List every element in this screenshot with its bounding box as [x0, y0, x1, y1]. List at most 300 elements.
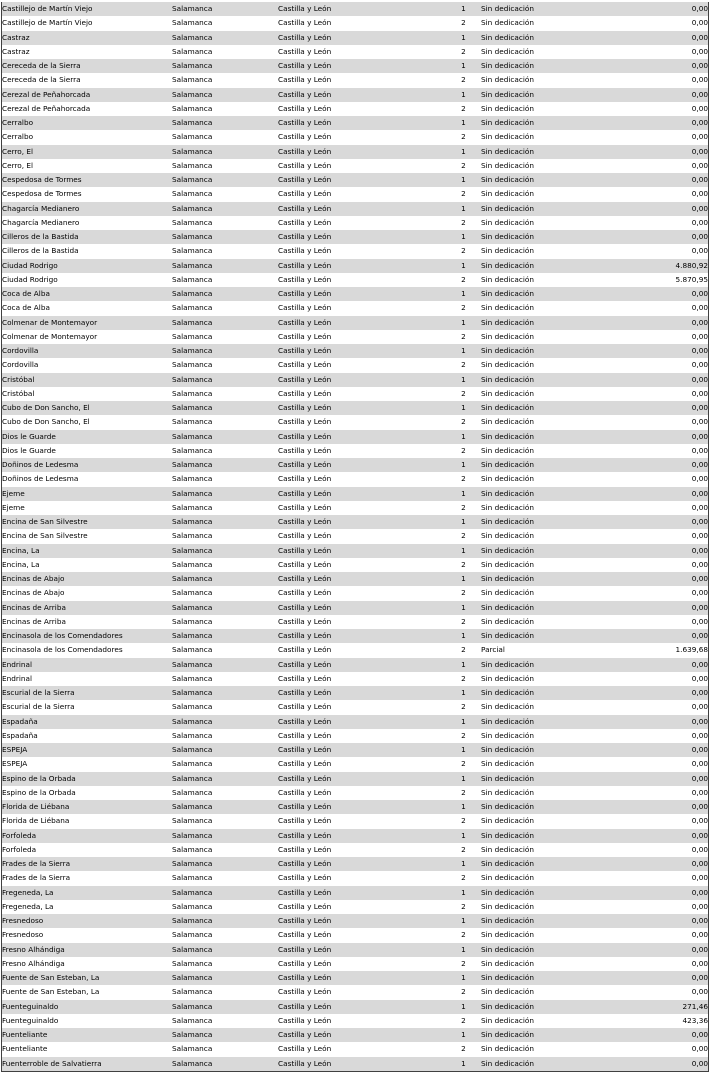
- table-row[interactable]: [2, 373, 709, 387]
- cell-dedicacion[interactable]: Sin dedicación: [481, 130, 631, 144]
- cell-provincia[interactable]: Salamanca: [172, 458, 278, 472]
- cell-provincia[interactable]: Salamanca: [172, 743, 278, 757]
- cell-provincia[interactable]: Salamanca: [172, 971, 278, 985]
- cell-municipio[interactable]: Fuenteguinaldo: [2, 1014, 173, 1028]
- cell-provincia[interactable]: Salamanca: [172, 16, 278, 30]
- table-row[interactable]: [2, 943, 709, 957]
- table-row[interactable]: [2, 586, 709, 600]
- cell-numero[interactable]: 2: [446, 672, 481, 686]
- cell-dedicacion[interactable]: Sin dedicación: [481, 957, 631, 971]
- cell-importe[interactable]: 0,00: [631, 244, 709, 258]
- cell-comunidad[interactable]: Castilla y León: [278, 202, 446, 216]
- cell-importe[interactable]: 0,00: [631, 772, 709, 786]
- cell-numero[interactable]: 2: [446, 786, 481, 800]
- cell-importe[interactable]: 0,00: [631, 957, 709, 971]
- cell-numero[interactable]: 1: [446, 230, 481, 244]
- table-row[interactable]: [2, 985, 709, 999]
- cell-dedicacion[interactable]: Sin dedicación: [481, 1000, 631, 1014]
- cell-dedicacion[interactable]: Sin dedicación: [481, 601, 631, 615]
- cell-comunidad[interactable]: Castilla y León: [278, 586, 446, 600]
- cell-comunidad[interactable]: Castilla y León: [278, 358, 446, 372]
- cell-municipio[interactable]: Forfoleda: [2, 843, 173, 857]
- cell-numero[interactable]: 1: [446, 886, 481, 900]
- cell-dedicacion[interactable]: Sin dedicación: [481, 672, 631, 686]
- table-row[interactable]: [2, 544, 709, 558]
- table-row[interactable]: [2, 501, 709, 515]
- cell-dedicacion[interactable]: Sin dedicación: [481, 259, 631, 273]
- cell-dedicacion[interactable]: Sin dedicación: [481, 230, 631, 244]
- cell-municipio[interactable]: Colmenar de Montemayor: [2, 330, 173, 344]
- cell-importe[interactable]: 0,00: [631, 814, 709, 828]
- table-row[interactable]: [2, 145, 709, 159]
- cell-dedicacion[interactable]: Sin dedicación: [481, 116, 631, 130]
- table-row[interactable]: [2, 73, 709, 87]
- cell-comunidad[interactable]: Castilla y León: [278, 472, 446, 486]
- cell-importe[interactable]: 0,00: [631, 31, 709, 45]
- cell-dedicacion[interactable]: Sin dedicación: [481, 59, 631, 73]
- cell-numero[interactable]: 1: [446, 401, 481, 415]
- cell-provincia[interactable]: Salamanca: [172, 601, 278, 615]
- cell-importe[interactable]: 0,00: [631, 544, 709, 558]
- table-row[interactable]: [2, 829, 709, 843]
- cell-comunidad[interactable]: Castilla y León: [278, 415, 446, 429]
- cell-provincia[interactable]: Salamanca: [172, 871, 278, 885]
- cell-provincia[interactable]: Salamanca: [172, 373, 278, 387]
- table-row[interactable]: [2, 273, 709, 287]
- table-row[interactable]: [2, 686, 709, 700]
- cell-comunidad[interactable]: Castilla y León: [278, 544, 446, 558]
- cell-comunidad[interactable]: Castilla y León: [278, 672, 446, 686]
- cell-comunidad[interactable]: Castilla y León: [278, 216, 446, 230]
- cell-municipio[interactable]: Cilleros de la Bastida: [2, 244, 173, 258]
- cell-provincia[interactable]: Salamanca: [172, 202, 278, 216]
- cell-numero[interactable]: 2: [446, 558, 481, 572]
- cell-dedicacion[interactable]: Sin dedicación: [481, 73, 631, 87]
- cell-municipio[interactable]: Fuenteliante: [2, 1042, 173, 1056]
- cell-comunidad[interactable]: Castilla y León: [278, 73, 446, 87]
- cell-municipio[interactable]: Coca de Alba: [2, 301, 173, 315]
- table-row[interactable]: [2, 31, 709, 45]
- cell-comunidad[interactable]: Castilla y León: [278, 116, 446, 130]
- cell-numero[interactable]: 2: [446, 16, 481, 30]
- table-row[interactable]: [2, 786, 709, 800]
- table-row[interactable]: [2, 316, 709, 330]
- cell-dedicacion[interactable]: Sin dedicación: [481, 458, 631, 472]
- table-row[interactable]: [2, 1042, 709, 1056]
- cell-provincia[interactable]: Salamanca: [172, 501, 278, 515]
- cell-importe[interactable]: 0,00: [631, 330, 709, 344]
- cell-dedicacion[interactable]: Sin dedicación: [481, 544, 631, 558]
- cell-municipio[interactable]: Castillejo de Martín Viejo: [2, 2, 173, 16]
- cell-dedicacion[interactable]: Sin dedicación: [481, 487, 631, 501]
- cell-dedicacion[interactable]: Sin dedicación: [481, 159, 631, 173]
- cell-dedicacion[interactable]: Sin dedicación: [481, 558, 631, 572]
- cell-comunidad[interactable]: Castilla y León: [278, 914, 446, 928]
- cell-provincia[interactable]: Salamanca: [172, 316, 278, 330]
- cell-dedicacion[interactable]: Sin dedicación: [481, 202, 631, 216]
- cell-provincia[interactable]: Salamanca: [172, 914, 278, 928]
- cell-provincia[interactable]: Salamanca: [172, 173, 278, 187]
- cell-municipio[interactable]: Cerezal de Peñahorcada: [2, 102, 173, 116]
- cell-importe[interactable]: 0,00: [631, 672, 709, 686]
- cell-numero[interactable]: 2: [446, 216, 481, 230]
- table-row[interactable]: [2, 45, 709, 59]
- cell-numero[interactable]: 1: [446, 202, 481, 216]
- cell-provincia[interactable]: Salamanca: [172, 415, 278, 429]
- cell-municipio[interactable]: Florida de Liébana: [2, 800, 173, 814]
- cell-municipio[interactable]: Ejeme: [2, 487, 173, 501]
- cell-numero[interactable]: 1: [446, 658, 481, 672]
- cell-municipio[interactable]: Escurial de la Sierra: [2, 700, 173, 714]
- cell-dedicacion[interactable]: Sin dedicación: [481, 216, 631, 230]
- cell-numero[interactable]: 2: [446, 985, 481, 999]
- cell-municipio[interactable]: Chagarcía Medianero: [2, 216, 173, 230]
- table-row[interactable]: [2, 344, 709, 358]
- cell-importe[interactable]: 0,00: [631, 515, 709, 529]
- cell-provincia[interactable]: Salamanca: [172, 273, 278, 287]
- cell-municipio[interactable]: Encinas de Abajo: [2, 572, 173, 586]
- cell-dedicacion[interactable]: Sin dedicación: [481, 629, 631, 643]
- cell-comunidad[interactable]: Castilla y León: [278, 629, 446, 643]
- cell-numero[interactable]: 1: [446, 715, 481, 729]
- cell-numero[interactable]: 2: [446, 1014, 481, 1028]
- cell-importe[interactable]: 0,00: [631, 358, 709, 372]
- table-row[interactable]: [2, 59, 709, 73]
- cell-importe[interactable]: 0,00: [631, 928, 709, 942]
- cell-importe[interactable]: 423,36: [631, 1014, 709, 1028]
- cell-municipio[interactable]: Cordovilla: [2, 358, 173, 372]
- cell-dedicacion[interactable]: Sin dedicación: [481, 686, 631, 700]
- cell-municipio[interactable]: Dios le Guarde: [2, 444, 173, 458]
- cell-importe[interactable]: 0,00: [631, 1057, 709, 1072]
- cell-importe[interactable]: 0,00: [631, 487, 709, 501]
- table-row[interactable]: [2, 643, 709, 657]
- cell-provincia[interactable]: Salamanca: [172, 59, 278, 73]
- table-row[interactable]: [2, 601, 709, 615]
- cell-municipio[interactable]: Encinas de Arriba: [2, 601, 173, 615]
- cell-importe[interactable]: 0,00: [631, 187, 709, 201]
- cell-comunidad[interactable]: Castilla y León: [278, 59, 446, 73]
- cell-importe[interactable]: 0,00: [631, 857, 709, 871]
- cell-municipio[interactable]: Encinasola de los Comendadores: [2, 629, 173, 643]
- cell-numero[interactable]: 2: [446, 729, 481, 743]
- cell-importe[interactable]: 0,00: [631, 601, 709, 615]
- cell-importe[interactable]: 0,00: [631, 501, 709, 515]
- cell-municipio[interactable]: Coca de Alba: [2, 287, 173, 301]
- cell-comunidad[interactable]: Castilla y León: [278, 843, 446, 857]
- cell-numero[interactable]: 1: [446, 1057, 481, 1072]
- cell-importe[interactable]: 0,00: [631, 871, 709, 885]
- cell-numero[interactable]: 1: [446, 2, 481, 16]
- cell-comunidad[interactable]: Castilla y León: [278, 287, 446, 301]
- cell-dedicacion[interactable]: Sin dedicación: [481, 244, 631, 258]
- cell-numero[interactable]: 1: [446, 914, 481, 928]
- cell-provincia[interactable]: Salamanca: [172, 857, 278, 871]
- cell-numero[interactable]: 1: [446, 59, 481, 73]
- cell-comunidad[interactable]: Castilla y León: [278, 985, 446, 999]
- cell-municipio[interactable]: Encinas de Abajo: [2, 586, 173, 600]
- cell-dedicacion[interactable]: Sin dedicación: [481, 472, 631, 486]
- cell-dedicacion[interactable]: Sin dedicación: [481, 415, 631, 429]
- cell-provincia[interactable]: Salamanca: [172, 1042, 278, 1056]
- cell-dedicacion[interactable]: Sin dedicación: [481, 45, 631, 59]
- table-row[interactable]: [2, 658, 709, 672]
- cell-importe[interactable]: 271,46: [631, 1000, 709, 1014]
- cell-municipio[interactable]: Cordovilla: [2, 344, 173, 358]
- cell-importe[interactable]: 0,00: [631, 658, 709, 672]
- cell-numero[interactable]: 1: [446, 943, 481, 957]
- cell-dedicacion[interactable]: Sin dedicación: [481, 615, 631, 629]
- cell-comunidad[interactable]: Castilla y León: [278, 786, 446, 800]
- cell-provincia[interactable]: Salamanca: [172, 1057, 278, 1072]
- cell-dedicacion[interactable]: Sin dedicación: [481, 786, 631, 800]
- cell-municipio[interactable]: Fuenteguinaldo: [2, 1000, 173, 1014]
- cell-provincia[interactable]: Salamanca: [172, 187, 278, 201]
- cell-municipio[interactable]: Frades de la Sierra: [2, 857, 173, 871]
- cell-dedicacion[interactable]: Sin dedicación: [481, 301, 631, 315]
- cell-comunidad[interactable]: Castilla y León: [278, 458, 446, 472]
- cell-municipio[interactable]: Cereceda de la Sierra: [2, 59, 173, 73]
- cell-provincia[interactable]: Salamanca: [172, 2, 278, 16]
- cell-dedicacion[interactable]: Sin dedicación: [481, 387, 631, 401]
- cell-municipio[interactable]: Cereceda de la Sierra: [2, 73, 173, 87]
- cell-municipio[interactable]: Castraz: [2, 45, 173, 59]
- cell-numero[interactable]: 2: [446, 387, 481, 401]
- table-row[interactable]: [2, 1028, 709, 1042]
- table-row[interactable]: [2, 629, 709, 643]
- cell-dedicacion[interactable]: Sin dedicación: [481, 743, 631, 757]
- cell-provincia[interactable]: Salamanca: [172, 130, 278, 144]
- cell-municipio[interactable]: Ejeme: [2, 501, 173, 515]
- table-row[interactable]: [2, 572, 709, 586]
- cell-importe[interactable]: 0,00: [631, 59, 709, 73]
- cell-comunidad[interactable]: Castilla y León: [278, 871, 446, 885]
- cell-numero[interactable]: 2: [446, 187, 481, 201]
- cell-numero[interactable]: 1: [446, 145, 481, 159]
- cell-importe[interactable]: 0,00: [631, 145, 709, 159]
- cell-numero[interactable]: 2: [446, 73, 481, 87]
- cell-numero[interactable]: 2: [446, 102, 481, 116]
- cell-municipio[interactable]: Florida de Liébana: [2, 814, 173, 828]
- cell-municipio[interactable]: Escurial de la Sierra: [2, 686, 173, 700]
- cell-municipio[interactable]: Cerro, El: [2, 145, 173, 159]
- cell-numero[interactable]: 2: [446, 159, 481, 173]
- cell-importe[interactable]: 0,00: [631, 159, 709, 173]
- table-row[interactable]: [2, 971, 709, 985]
- cell-comunidad[interactable]: Castilla y León: [278, 2, 446, 16]
- cell-dedicacion[interactable]: Sin dedicación: [481, 187, 631, 201]
- cell-importe[interactable]: 0,00: [631, 800, 709, 814]
- cell-municipio[interactable]: Encina, La: [2, 558, 173, 572]
- cell-comunidad[interactable]: Castilla y León: [278, 1057, 446, 1072]
- table-row[interactable]: [2, 729, 709, 743]
- table-row[interactable]: [2, 1057, 709, 1072]
- cell-importe[interactable]: 0,00: [631, 615, 709, 629]
- cell-numero[interactable]: 1: [446, 572, 481, 586]
- cell-importe[interactable]: 0,00: [631, 216, 709, 230]
- cell-comunidad[interactable]: Castilla y León: [278, 971, 446, 985]
- cell-comunidad[interactable]: Castilla y León: [278, 487, 446, 501]
- cell-comunidad[interactable]: Castilla y León: [278, 1042, 446, 1056]
- cell-dedicacion[interactable]: Sin dedicación: [481, 145, 631, 159]
- cell-comunidad[interactable]: Castilla y León: [278, 814, 446, 828]
- cell-numero[interactable]: 2: [446, 244, 481, 258]
- cell-importe[interactable]: 0,00: [631, 102, 709, 116]
- cell-importe[interactable]: 0,00: [631, 686, 709, 700]
- cell-importe[interactable]: 0,00: [631, 700, 709, 714]
- cell-dedicacion[interactable]: Sin dedicación: [481, 444, 631, 458]
- cell-comunidad[interactable]: Castilla y León: [278, 700, 446, 714]
- cell-dedicacion[interactable]: Parcial: [481, 643, 631, 657]
- cell-dedicacion[interactable]: Sin dedicación: [481, 829, 631, 843]
- table-row[interactable]: [2, 301, 709, 315]
- cell-comunidad[interactable]: Castilla y León: [278, 829, 446, 843]
- cell-provincia[interactable]: Salamanca: [172, 928, 278, 942]
- cell-dedicacion[interactable]: Sin dedicación: [481, 1057, 631, 1072]
- cell-provincia[interactable]: Salamanca: [172, 957, 278, 971]
- cell-comunidad[interactable]: Castilla y León: [278, 16, 446, 30]
- cell-provincia[interactable]: Salamanca: [172, 387, 278, 401]
- cell-numero[interactable]: 2: [446, 130, 481, 144]
- cell-importe[interactable]: 0,00: [631, 985, 709, 999]
- table-row[interactable]: [2, 2, 709, 16]
- cell-importe[interactable]: 0,00: [631, 786, 709, 800]
- table-row[interactable]: [2, 216, 709, 230]
- cell-provincia[interactable]: Salamanca: [172, 330, 278, 344]
- cell-dedicacion[interactable]: Sin dedicación: [481, 173, 631, 187]
- table-row[interactable]: [2, 16, 709, 30]
- cell-provincia[interactable]: Salamanca: [172, 515, 278, 529]
- cell-comunidad[interactable]: Castilla y León: [278, 857, 446, 871]
- cell-importe[interactable]: 0,00: [631, 373, 709, 387]
- cell-numero[interactable]: 2: [446, 757, 481, 771]
- cell-provincia[interactable]: Salamanca: [172, 900, 278, 914]
- cell-municipio[interactable]: Fuenterroble de Salvatierra: [2, 1057, 173, 1072]
- cell-dedicacion[interactable]: Sin dedicación: [481, 658, 631, 672]
- cell-comunidad[interactable]: Castilla y León: [278, 957, 446, 971]
- cell-provincia[interactable]: Salamanca: [172, 88, 278, 102]
- cell-municipio[interactable]: Cerralbo: [2, 130, 173, 144]
- cell-municipio[interactable]: Endrinal: [2, 672, 173, 686]
- cell-municipio[interactable]: Cerralbo: [2, 116, 173, 130]
- cell-importe[interactable]: 0,00: [631, 572, 709, 586]
- cell-numero[interactable]: 1: [446, 686, 481, 700]
- cell-dedicacion[interactable]: Sin dedicación: [481, 2, 631, 16]
- cell-numero[interactable]: 1: [446, 743, 481, 757]
- cell-importe[interactable]: 0,00: [631, 586, 709, 600]
- cell-numero[interactable]: 1: [446, 259, 481, 273]
- cell-municipio[interactable]: Cespedosa de Tormes: [2, 187, 173, 201]
- cell-importe[interactable]: 0,00: [631, 914, 709, 928]
- cell-dedicacion[interactable]: Sin dedicación: [481, 1014, 631, 1028]
- cell-numero[interactable]: 1: [446, 487, 481, 501]
- cell-importe[interactable]: 0,00: [631, 829, 709, 843]
- cell-comunidad[interactable]: Castilla y León: [278, 259, 446, 273]
- cell-comunidad[interactable]: Castilla y León: [278, 330, 446, 344]
- cell-importe[interactable]: 0,00: [631, 173, 709, 187]
- cell-dedicacion[interactable]: Sin dedicación: [481, 914, 631, 928]
- cell-importe[interactable]: 0,00: [631, 900, 709, 914]
- cell-dedicacion[interactable]: Sin dedicación: [481, 330, 631, 344]
- cell-comunidad[interactable]: Castilla y León: [278, 401, 446, 415]
- cell-municipio[interactable]: Fresno Alhándiga: [2, 957, 173, 971]
- cell-provincia[interactable]: Salamanca: [172, 729, 278, 743]
- cell-numero[interactable]: 2: [446, 273, 481, 287]
- cell-comunidad[interactable]: Castilla y León: [278, 430, 446, 444]
- cell-numero[interactable]: 1: [446, 1028, 481, 1042]
- cell-provincia[interactable]: Salamanca: [172, 45, 278, 59]
- cell-comunidad[interactable]: Castilla y León: [278, 886, 446, 900]
- cell-numero[interactable]: 1: [446, 515, 481, 529]
- cell-dedicacion[interactable]: Sin dedicación: [481, 501, 631, 515]
- cell-municipio[interactable]: Cerezal de Peñahorcada: [2, 88, 173, 102]
- cell-importe[interactable]: 0,00: [631, 843, 709, 857]
- cell-provincia[interactable]: Salamanca: [172, 401, 278, 415]
- table-row[interactable]: [2, 1000, 709, 1014]
- table-row[interactable]: [2, 515, 709, 529]
- cell-numero[interactable]: 1: [446, 971, 481, 985]
- cell-comunidad[interactable]: Castilla y León: [278, 615, 446, 629]
- cell-municipio[interactable]: Encinasola de los Comendadores: [2, 643, 173, 657]
- cell-importe[interactable]: 0,00: [631, 743, 709, 757]
- cell-municipio[interactable]: Chagarcía Medianero: [2, 202, 173, 216]
- cell-comunidad[interactable]: Castilla y León: [278, 230, 446, 244]
- cell-dedicacion[interactable]: Sin dedicación: [481, 843, 631, 857]
- table-row[interactable]: [2, 415, 709, 429]
- cell-importe[interactable]: 0,00: [631, 458, 709, 472]
- cell-importe[interactable]: 0,00: [631, 558, 709, 572]
- cell-numero[interactable]: 1: [446, 1000, 481, 1014]
- cell-comunidad[interactable]: Castilla y León: [278, 387, 446, 401]
- cell-municipio[interactable]: Doñinos de Ledesma: [2, 458, 173, 472]
- cell-dedicacion[interactable]: Sin dedicación: [481, 857, 631, 871]
- cell-provincia[interactable]: Salamanca: [172, 686, 278, 700]
- cell-provincia[interactable]: Salamanca: [172, 615, 278, 629]
- cell-provincia[interactable]: Salamanca: [172, 159, 278, 173]
- cell-numero[interactable]: 2: [446, 843, 481, 857]
- cell-importe[interactable]: 4.880,92: [631, 259, 709, 273]
- cell-provincia[interactable]: Salamanca: [172, 216, 278, 230]
- cell-dedicacion[interactable]: Sin dedicación: [481, 529, 631, 543]
- cell-comunidad[interactable]: Castilla y León: [278, 159, 446, 173]
- table-row[interactable]: [2, 187, 709, 201]
- cell-dedicacion[interactable]: Sin dedicación: [481, 401, 631, 415]
- cell-numero[interactable]: 1: [446, 373, 481, 387]
- cell-municipio[interactable]: Cespedosa de Tormes: [2, 173, 173, 187]
- table-row[interactable]: [2, 928, 709, 942]
- cell-municipio[interactable]: Colmenar de Montemayor: [2, 316, 173, 330]
- cell-importe[interactable]: 0,00: [631, 202, 709, 216]
- table-row[interactable]: [2, 843, 709, 857]
- cell-provincia[interactable]: Salamanca: [172, 230, 278, 244]
- cell-municipio[interactable]: Espino de la Orbada: [2, 786, 173, 800]
- cell-dedicacion[interactable]: Sin dedicación: [481, 586, 631, 600]
- cell-numero[interactable]: 2: [446, 615, 481, 629]
- cell-provincia[interactable]: Salamanca: [172, 1014, 278, 1028]
- table-row[interactable]: [2, 871, 709, 885]
- cell-municipio[interactable]: Fuenteliante: [2, 1028, 173, 1042]
- cell-dedicacion[interactable]: Sin dedicación: [481, 971, 631, 985]
- cell-provincia[interactable]: Salamanca: [172, 244, 278, 258]
- cell-numero[interactable]: 1: [446, 857, 481, 871]
- table-row[interactable]: [2, 430, 709, 444]
- cell-municipio[interactable]: Castillejo de Martín Viejo: [2, 16, 173, 30]
- cell-importe[interactable]: 0,00: [631, 1042, 709, 1056]
- cell-dedicacion[interactable]: Sin dedicación: [481, 102, 631, 116]
- cell-numero[interactable]: 2: [446, 358, 481, 372]
- cell-provincia[interactable]: Salamanca: [172, 487, 278, 501]
- cell-numero[interactable]: 2: [446, 900, 481, 914]
